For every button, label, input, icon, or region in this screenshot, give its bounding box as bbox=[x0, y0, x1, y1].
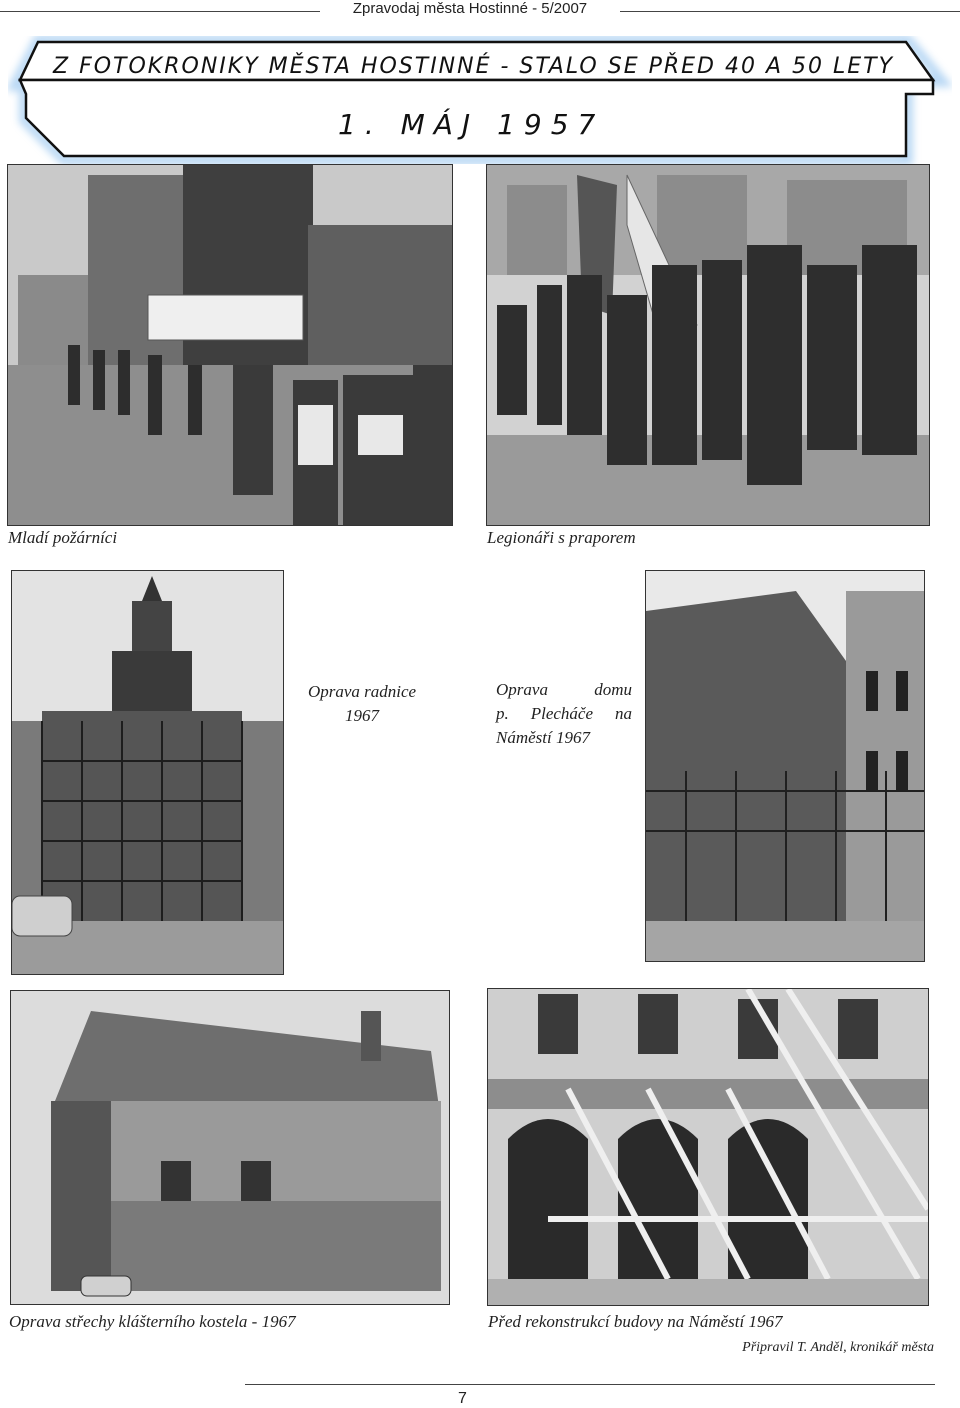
parade-photo bbox=[7, 164, 453, 526]
caption-house-line3: Náměstí 1967 bbox=[496, 728, 590, 747]
chronicler-credit: Připravil T. Anděl, kronikář města bbox=[742, 1340, 934, 1355]
caption-house-line2: p. Plecháče na bbox=[496, 704, 632, 723]
caption-town-hall-line1: Oprava radnice bbox=[307, 682, 417, 701]
house-scaffolding-photo bbox=[645, 570, 925, 962]
caption-parade: Mladí požárníci bbox=[8, 528, 118, 547]
arcade-building-photo bbox=[487, 988, 929, 1306]
footer-rule bbox=[245, 1384, 935, 1385]
caption-monastery-church: Oprava střechy klášterního kostela - 1967 bbox=[9, 1312, 296, 1331]
page-number: 7 bbox=[458, 1390, 467, 1407]
caption-legionnaires: Legionáři s praporem bbox=[487, 528, 636, 547]
town-hall-scaffolding-photo bbox=[11, 570, 284, 975]
caption-town-hall-line2: 1967 bbox=[345, 706, 379, 725]
header-rule-right bbox=[620, 11, 960, 12]
banner-date: 1. MÁJ 1957 bbox=[338, 108, 605, 141]
banner-title: Z FOTOKRONIKY MĚSTA HOSTINNÉ - STALO SE PŘED 40 A 50 LETY bbox=[53, 54, 895, 79]
header-rule-left bbox=[0, 11, 320, 12]
title-banner bbox=[8, 36, 952, 164]
monastery-church-photo bbox=[10, 990, 450, 1305]
caption-house-line1: Oprava domu bbox=[496, 680, 632, 699]
legionnaires-photo bbox=[486, 164, 930, 526]
caption-arcade-building: Před rekonstrukcí budovy na Náměstí 1967 bbox=[488, 1312, 783, 1331]
publication-title: Zpravodaj města Hostinné - 5/2007 bbox=[352, 0, 588, 17]
